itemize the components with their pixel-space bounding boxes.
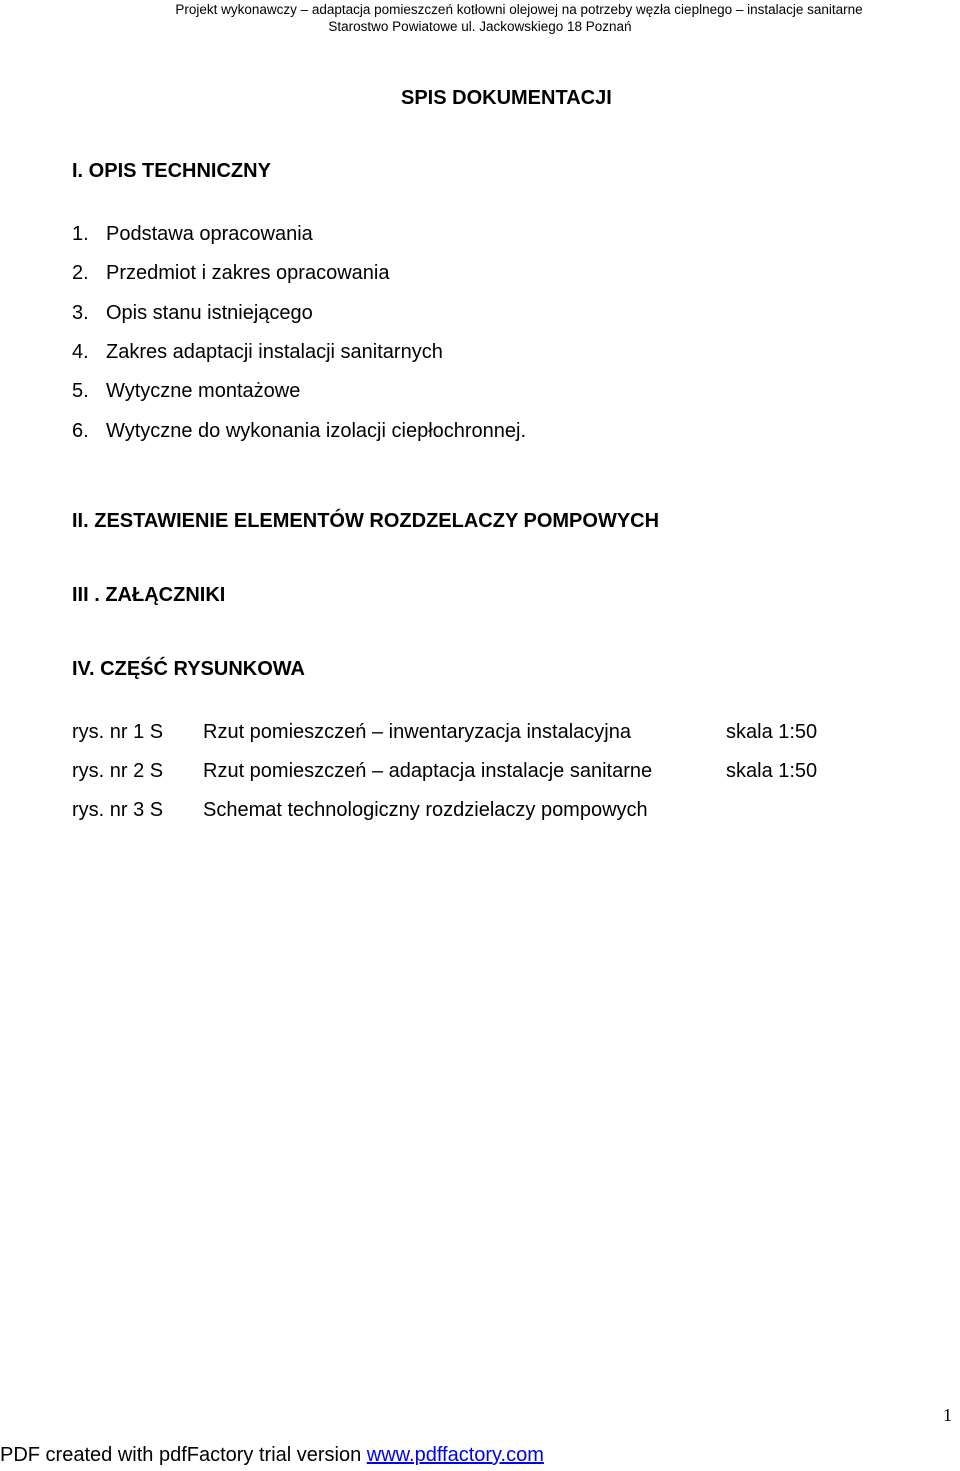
list-item-text: Opis stanu istniejącego (106, 302, 313, 324)
list-item (72, 420, 526, 443)
list-item (72, 223, 313, 246)
drawing-scale: skala 1:50 (726, 760, 818, 782)
section-heading-zestawienie: II. ZESTAWIENIE ELEMENTÓW ROZDZELACZY POMPOWYCH (72, 510, 660, 532)
list-item-text: Wytyczne montażowe (106, 380, 301, 402)
list-item-number: 6. (72, 420, 89, 442)
page-number: 1 (943, 1405, 952, 1425)
footer-text: PDF created with pdfFactory trial version (0, 1444, 367, 1466)
document-title: SPIS DOKUMENTACJI (401, 87, 612, 109)
header-project-line: Projekt wykonawczy – adaptacja pomieszczeń kotłowni olejowej na potrzeby węzła cieplnego – instalacje sanitarne (175, 2, 863, 17)
list-item (72, 262, 389, 285)
drawing-code: rys. nr 2 S (72, 760, 164, 782)
section-heading-rysunki: IV. CZĘŚĆ RYSUNKOWA (72, 658, 305, 680)
drawing-row (72, 760, 872, 786)
list-item-text: Podstawa opracowania (106, 223, 313, 245)
section-heading-opis: I. OPIS TECHNICZNY (72, 160, 271, 182)
list-item-text: Zakres adaptacji instalacji sanitarnych (106, 341, 443, 363)
header-address-line: Starostwo Powiatowe ul. Jackowskiego 18 Poznań (328, 19, 632, 34)
drawing-row (72, 799, 872, 825)
drawing-row (72, 721, 872, 747)
list-item (72, 380, 300, 403)
drawing-title: Schemat technologiczny rozdzielaczy pompowych (203, 799, 648, 821)
drawing-code: rys. nr 3 S (72, 799, 164, 821)
list-item-text: Wytyczne do wykonania izolacji ciepłochronnej. (106, 420, 527, 442)
drawing-title: Rzut pomieszczeń – inwentaryzacja instalacyjna (203, 721, 631, 743)
list-item (72, 341, 443, 364)
list-item-text: Przedmiot i zakres opracowania (106, 262, 390, 284)
section-heading-zalaczniki: III . ZAŁĄCZNIKI (72, 584, 226, 606)
list-item-number: 1. (72, 223, 89, 245)
drawing-code: rys. nr 1 S (72, 721, 164, 743)
drawing-scale: skala 1:50 (726, 721, 818, 743)
list-item-number: 3. (72, 302, 89, 324)
list-item-number: 2. (72, 262, 89, 284)
list-item-number: 4. (72, 341, 89, 363)
list-item (72, 302, 313, 325)
drawing-title: Rzut pomieszczeń – adaptacja instalacje sanitarne (203, 760, 653, 782)
footer-link[interactable]: www.pdffactory.com (366, 1444, 544, 1466)
pdf-footer (0, 1444, 544, 1467)
list-item-number: 5. (72, 380, 89, 402)
